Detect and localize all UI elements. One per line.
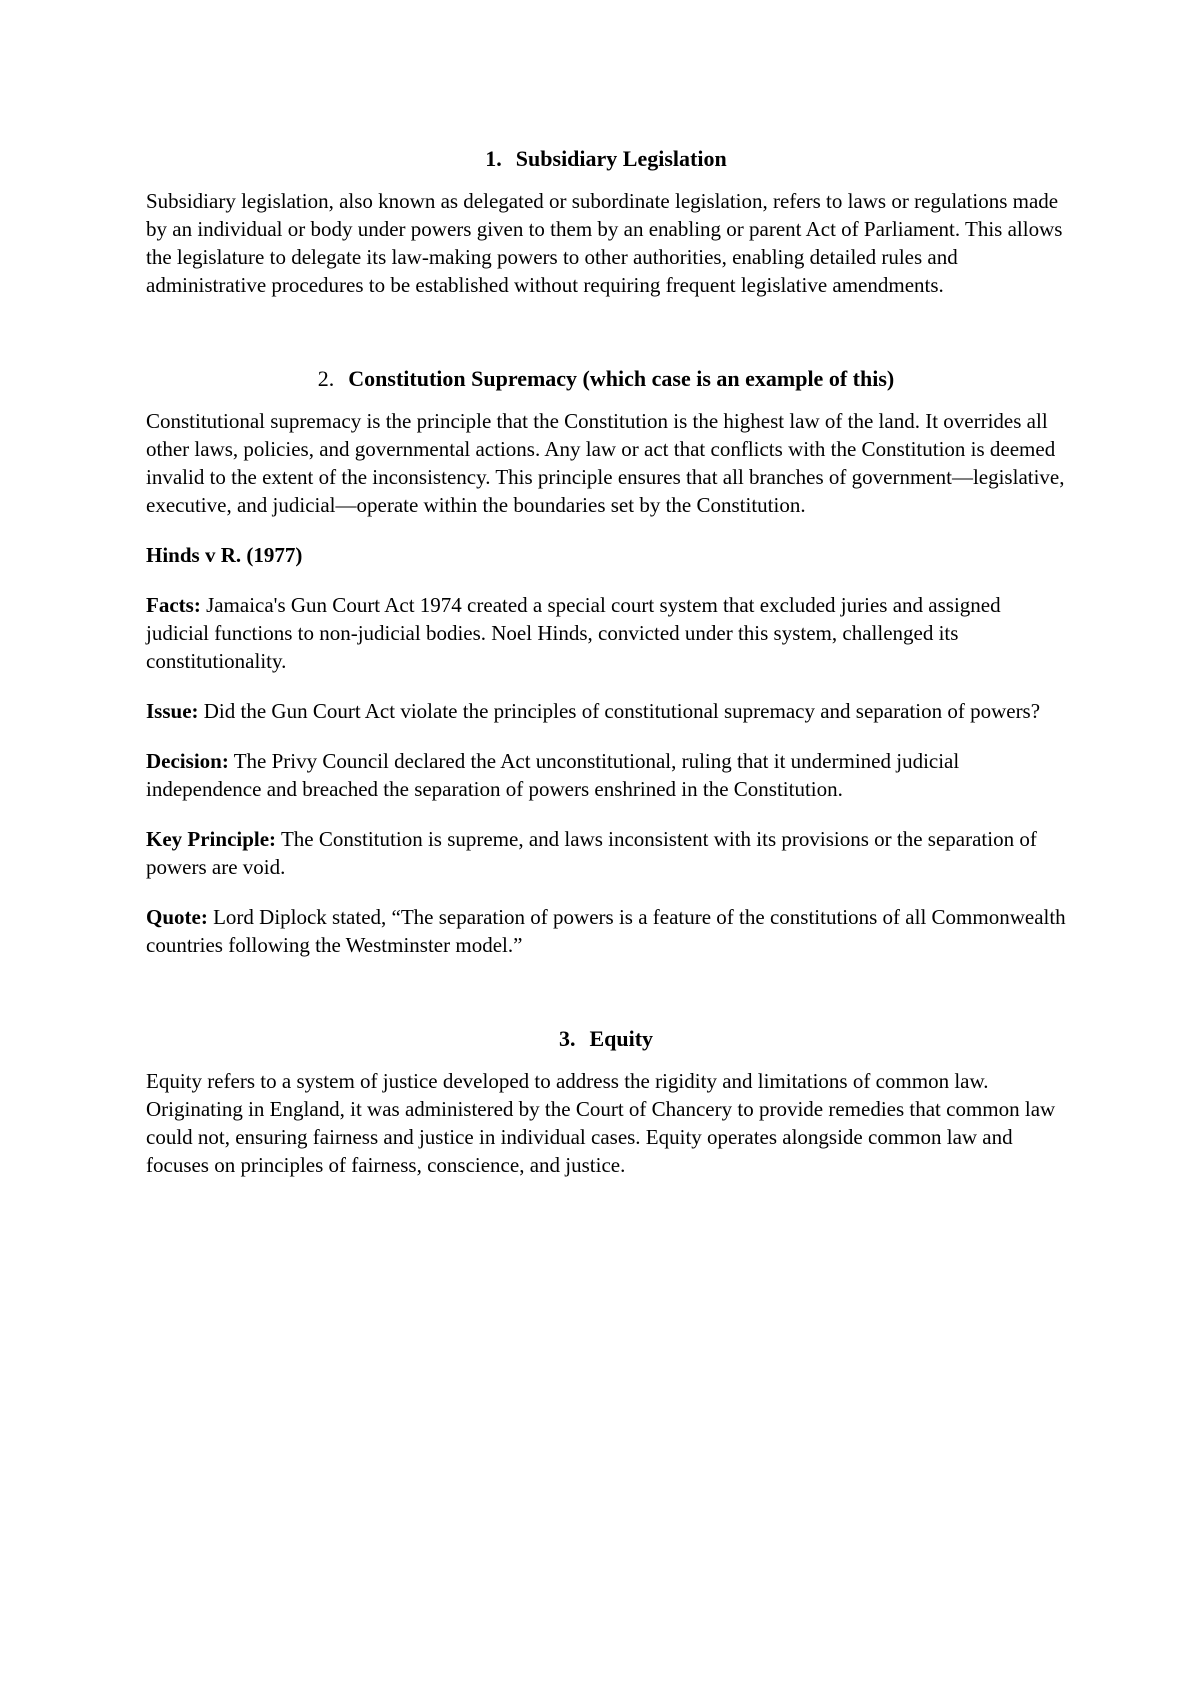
case-quote-label: Quote: <box>146 905 208 929</box>
section-3-body: Equity refers to a system of justice developed to address the rigidity and limitations of common law. Originating in England, it was administered by the Court of Chancery to provide remedies that common law could not, ensuring fairness and justice in individual cases. Equity operates alongside common law and focuses on principles of fairness, conscience, and justice. <box>146 1069 1056 1177</box>
case-quote-text: Lord Diplock stated, “The separation of powers is a feature of the constitutions of all Commonwealth countries following the Westminster model.” <box>146 905 1066 957</box>
section-1-title: Subsidiary Legislation <box>515 146 727 171</box>
case-issue-label: Issue: <box>146 699 199 723</box>
case-key-principle-label: Key Principle: <box>146 827 277 851</box>
case-decision-text: The Privy Council declared the Act unconstitutional, ruling that it undermined judicial independence and breached the separation of powers enshrined in the Constitution. <box>146 749 960 801</box>
case-facts <box>146 591 1066 675</box>
case-quote <box>146 903 1066 959</box>
section-1-heading <box>146 145 1066 173</box>
case-key-principle <box>146 825 1066 881</box>
section-2-body: Constitutional supremacy is the principle that the Constitution is the highest law of the land. It overrides all other laws, policies, and governmental actions. Any law or act that conflicts with the Constitution is deemed invalid to the extent of the inconsistency. This principle ensures that all branches of government—legislative, executive, and judicial—operate within the boundaries set by the Constitution. <box>146 409 1065 517</box>
section-2-number: 2. <box>317 366 335 391</box>
section-1-number: 1. <box>485 146 502 171</box>
section-3-number: 3. <box>558 1026 576 1051</box>
section-3-heading <box>146 1025 1066 1053</box>
section-1-body: Subsidiary legislation, also known as delegated or subordinate legislation, refers to laws or regulations made by an individual or body under powers given to them by an enabling or parent Act of Parliament. This allows the legislature to delegate its law-making powers to other authorities, enabling detailed rules and administrative procedures to be established without requiring frequent legislative amendments. <box>146 189 1063 297</box>
section-2-heading <box>146 365 1066 393</box>
case-title: Hinds v R. (1977) <box>146 543 303 567</box>
case-decision-label: Decision: <box>146 749 229 773</box>
case-decision <box>146 747 1066 803</box>
case-facts-text: Jamaica's Gun Court Act 1974 created a special court system that excluded juries and assigned judicial functions to non-judicial bodies. Noel Hinds, convicted under this system, challenged its constitutionality. <box>146 593 1001 673</box>
section-3-title: Equity <box>589 1026 654 1051</box>
case-issue-text: Did the Gun Court Act violate the principles of constitutional supremacy and separation of powers? <box>203 699 1041 723</box>
section-2-title: Constitution Supremacy (which case is an example of this) <box>348 366 895 391</box>
case-issue <box>146 697 1066 725</box>
case-facts-label: Facts: <box>146 593 201 617</box>
case-key-principle-text: The Constitution is supreme, and laws inconsistent with its provisions or the separation of powers are void. <box>146 827 1037 879</box>
document-page <box>146 145 1066 1179</box>
